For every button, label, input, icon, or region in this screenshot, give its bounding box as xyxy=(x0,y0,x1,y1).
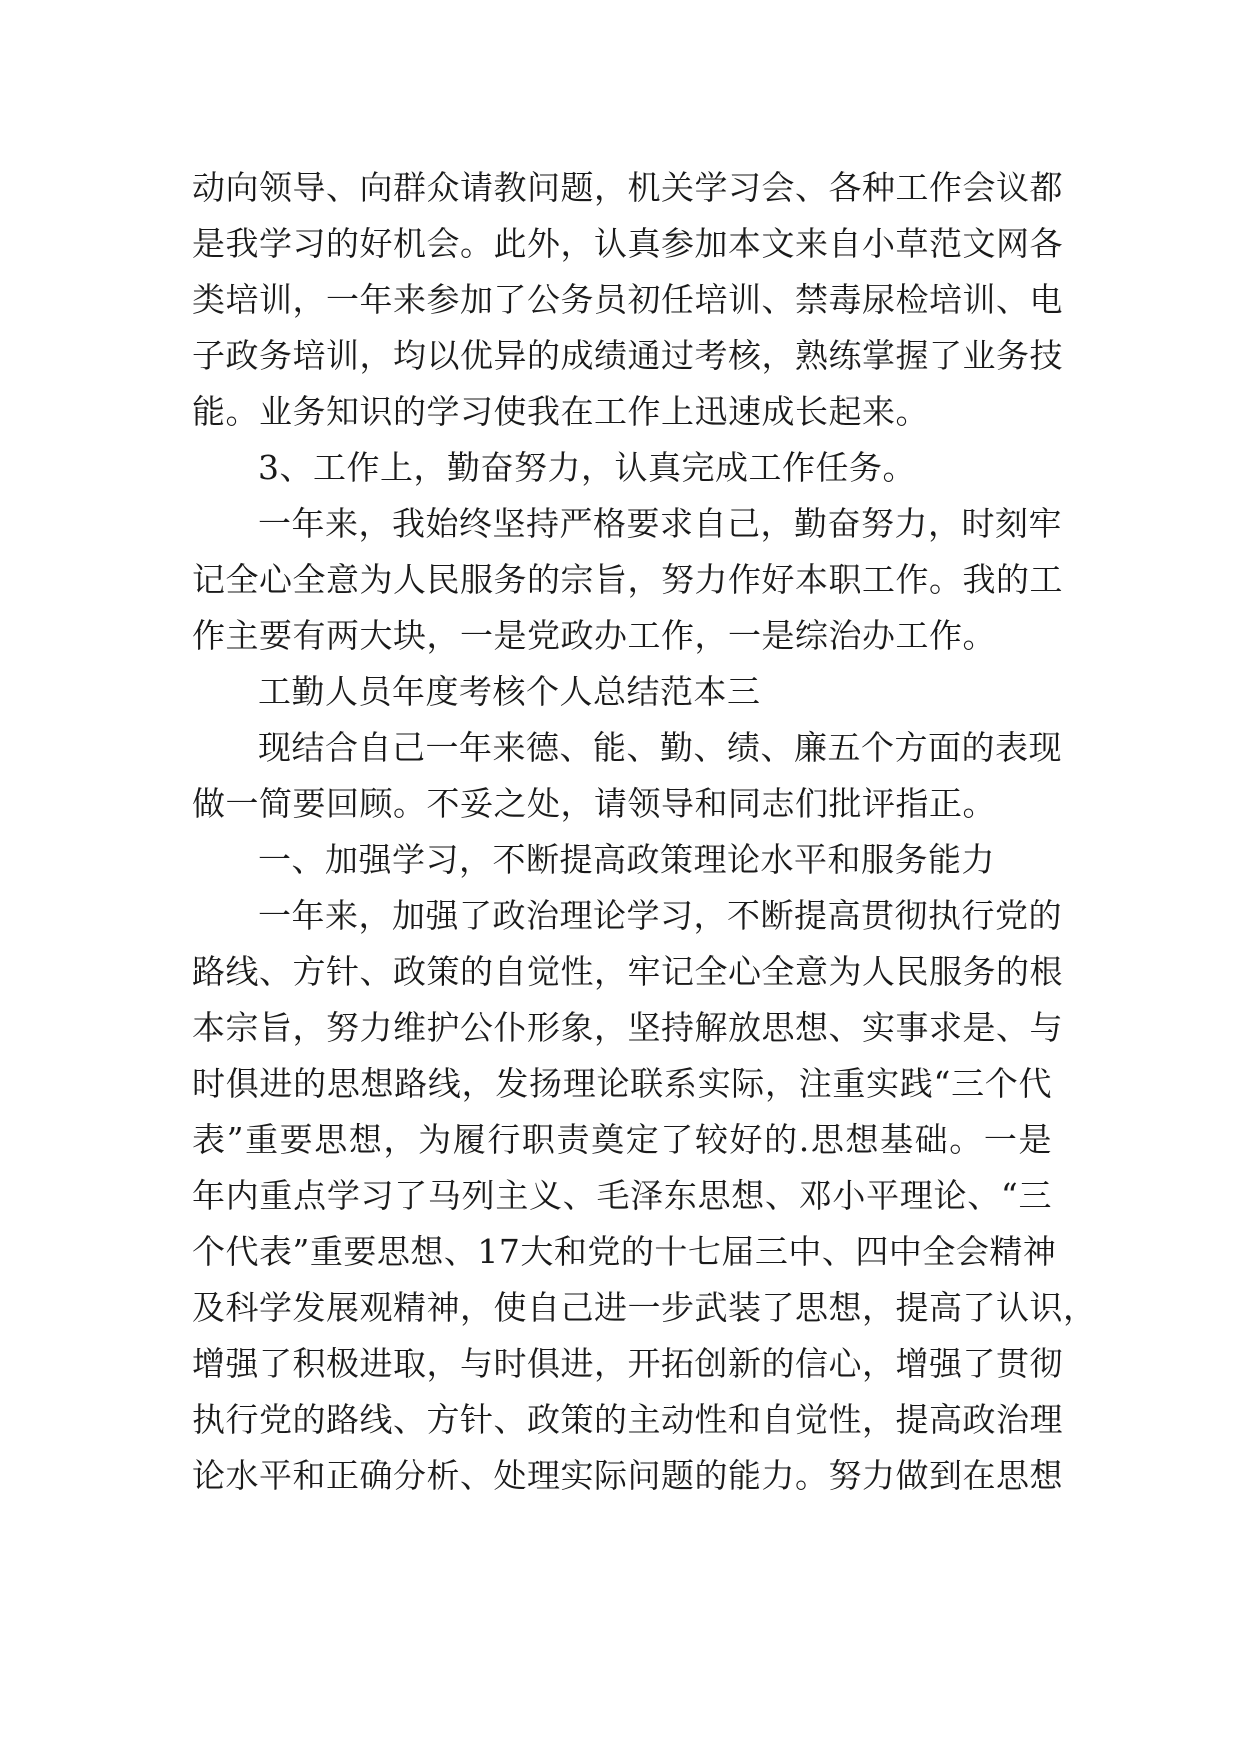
text-line: 本宗旨，努力维护公仆形象，坚持解放思想、实事求是、与 xyxy=(192,1008,1063,1047)
text-line: 做一简要回顾。不妥之处，请领导和同志们批评指正。 xyxy=(192,784,996,823)
text-line: 能。业务知识的学习使我在工作上迅速成长起来。 xyxy=(192,392,929,431)
section-heading: 一、加强学习，不断提高政策理论水平和服务能力 xyxy=(258,840,995,879)
text-line: 论水平和正确分析、处理实际问题的能力。努力做到在思想 xyxy=(192,1456,1063,1495)
text-line: 表”重要思想，为履行职责奠定了较好的.思想基础。一是 xyxy=(192,1120,1052,1159)
text-line: 动向领导、向群众请教问题，机关学习会、各种工作会议都 xyxy=(192,168,1063,207)
text-line: 执行党的路线、方针、政策的主动性和自觉性，提高政治理 xyxy=(192,1400,1063,1439)
text-line: 及科学发展观精神，使自己进一步武装了思想，提高了认识， xyxy=(192,1288,1097,1327)
text-line: 一年来，加强了政治理论学习，不断提高贯彻执行党的 xyxy=(258,896,1062,935)
text-line: 一年来，我始终坚持严格要求自己，勤奋努力，时刻牢 xyxy=(258,504,1062,543)
section-heading: 3、工作上，勤奋努力，认真完成工作任务。 xyxy=(258,448,916,487)
text-line: 个代表”重要思想、17大和党的十七届三中、四中全会精神 xyxy=(192,1232,1057,1271)
text-line: 增强了积极进取，与时俱进，开拓创新的信心，增强了贯彻 xyxy=(192,1344,1063,1383)
document-title: 工勤人员年度考核个人总结范本三 xyxy=(258,672,761,711)
text-line: 记全心全意为人民服务的宗旨，努力作好本职工作。我的工 xyxy=(192,560,1063,599)
document-body xyxy=(192,160,1097,1504)
text-line: 现结合自己一年来德、能、勤、绩、廉五个方面的表现 xyxy=(258,728,1062,767)
text-line: 是我学习的好机会。此外，认真参加本文来自小草范文网各 xyxy=(192,224,1063,263)
text-line: 年内重点学习了马列主义、毛泽东思想、邓小平理论、“三 xyxy=(192,1176,1052,1215)
text-line: 子政务培训，均以优异的成绩通过考核，熟练掌握了业务技 xyxy=(192,336,1063,375)
text-line: 作主要有两大块，一是党政办工作，一是综治办工作。 xyxy=(192,616,996,655)
text-line: 类培训，一年来参加了公务员初任培训、禁毒尿检培训、电 xyxy=(192,280,1063,319)
text-line: 路线、方针、政策的自觉性，牢记全心全意为人民服务的根 xyxy=(192,952,1063,991)
text-line: 时俱进的思想路线，发扬理论联系实际，注重实践“三个代 xyxy=(192,1064,1052,1103)
